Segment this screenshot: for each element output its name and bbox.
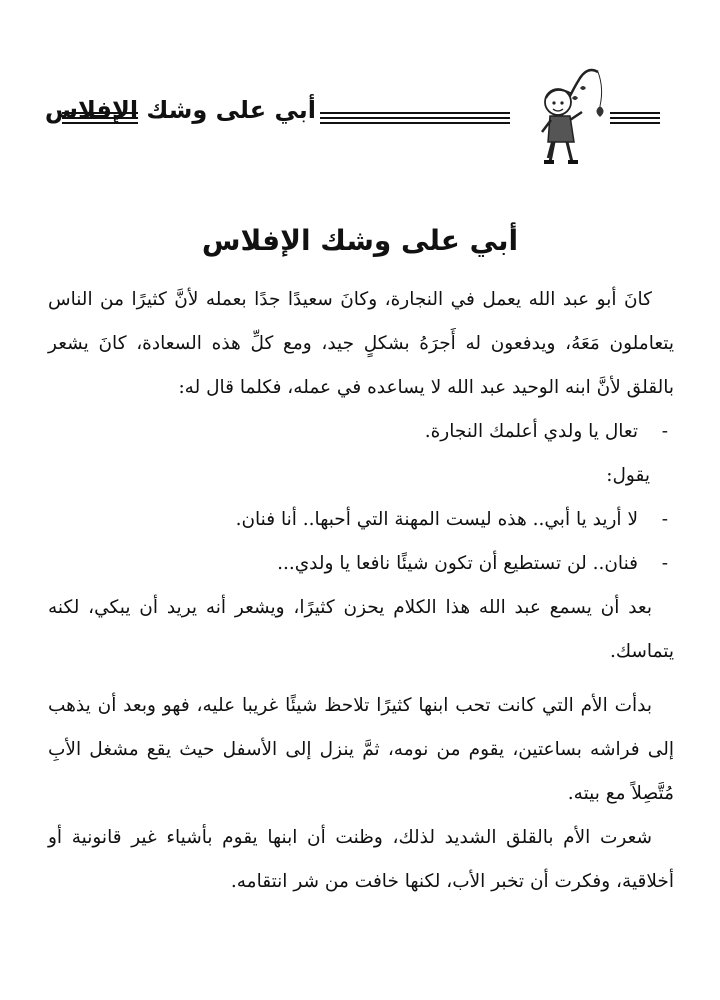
dialog-text: فنان.. لن تستطيع أن تكون شيئًا نافعا يا ولدي... bbox=[277, 553, 638, 574]
paragraph: كانَ أبو عبد الله يعمل في النجارة، وكانَ سعيدًا جدًا بعمله لأنَّ كثيرًا من الناس يتعاملون مَعَهُ، ويدفعون له أَجرَهُ بشكلٍ جيد، ومع كلِّ هذه السعادة، كانَ يشعر بالقلق لأنَّ ابنه الوحيد عبد الله لا يساعده في عمله، فكلما قال له: bbox=[48, 289, 674, 398]
decorative-rule-right bbox=[610, 112, 660, 126]
running-title: أبي على وشك الإفلاس bbox=[44, 96, 316, 124]
dialog-line bbox=[48, 498, 674, 542]
dialog-dash: - bbox=[661, 421, 668, 442]
paragraph: شعرت الأم بالقلق الشديد لذلك، وظنت أن ابنها يقوم بأشياء غير قانونية أو أخلاقية، وفكرت أن تخبر الأب، لكنها خافت من شر انتقامه. bbox=[48, 827, 674, 892]
chapter-title: أبي على وشك الإفلاس bbox=[201, 224, 519, 257]
dialog-text: لا أريد يا أبي.. هذه ليست المهنة التي أحبها.. أنا فنان. bbox=[235, 509, 638, 530]
speaker-line: يقول: bbox=[606, 465, 650, 486]
dialog-dash: - bbox=[661, 509, 668, 530]
dialog-dash: - bbox=[661, 553, 668, 574]
paragraph: بعد أن يسمع عبد الله هذا الكلام يحزن كثيرًا، ويشعر أنه يريد أن يبكي، لكنه يتماسك. bbox=[48, 597, 674, 662]
story-text bbox=[48, 278, 674, 904]
dialog-line bbox=[48, 410, 674, 454]
paragraph: بدأت الأم التي كانت تحب ابنها كثيرًا تلاحظ شيئًا غريبا عليه، فهو وبعد أن يذهب إلى فراشه بساعتين، يقوم من نومه، ثمَّ ينزل إلى الأسفل حيث يقع مشغل الأبِ مُتَّصِلاً مع بيته. bbox=[48, 695, 674, 804]
dialog-text: تعال يا ولدي أعلمك النجارة. bbox=[424, 421, 638, 442]
boy-fishing-illustration bbox=[520, 58, 610, 168]
decorative-rule-middle bbox=[320, 112, 510, 126]
page-header bbox=[44, 70, 670, 160]
dialog-line bbox=[48, 542, 674, 586]
